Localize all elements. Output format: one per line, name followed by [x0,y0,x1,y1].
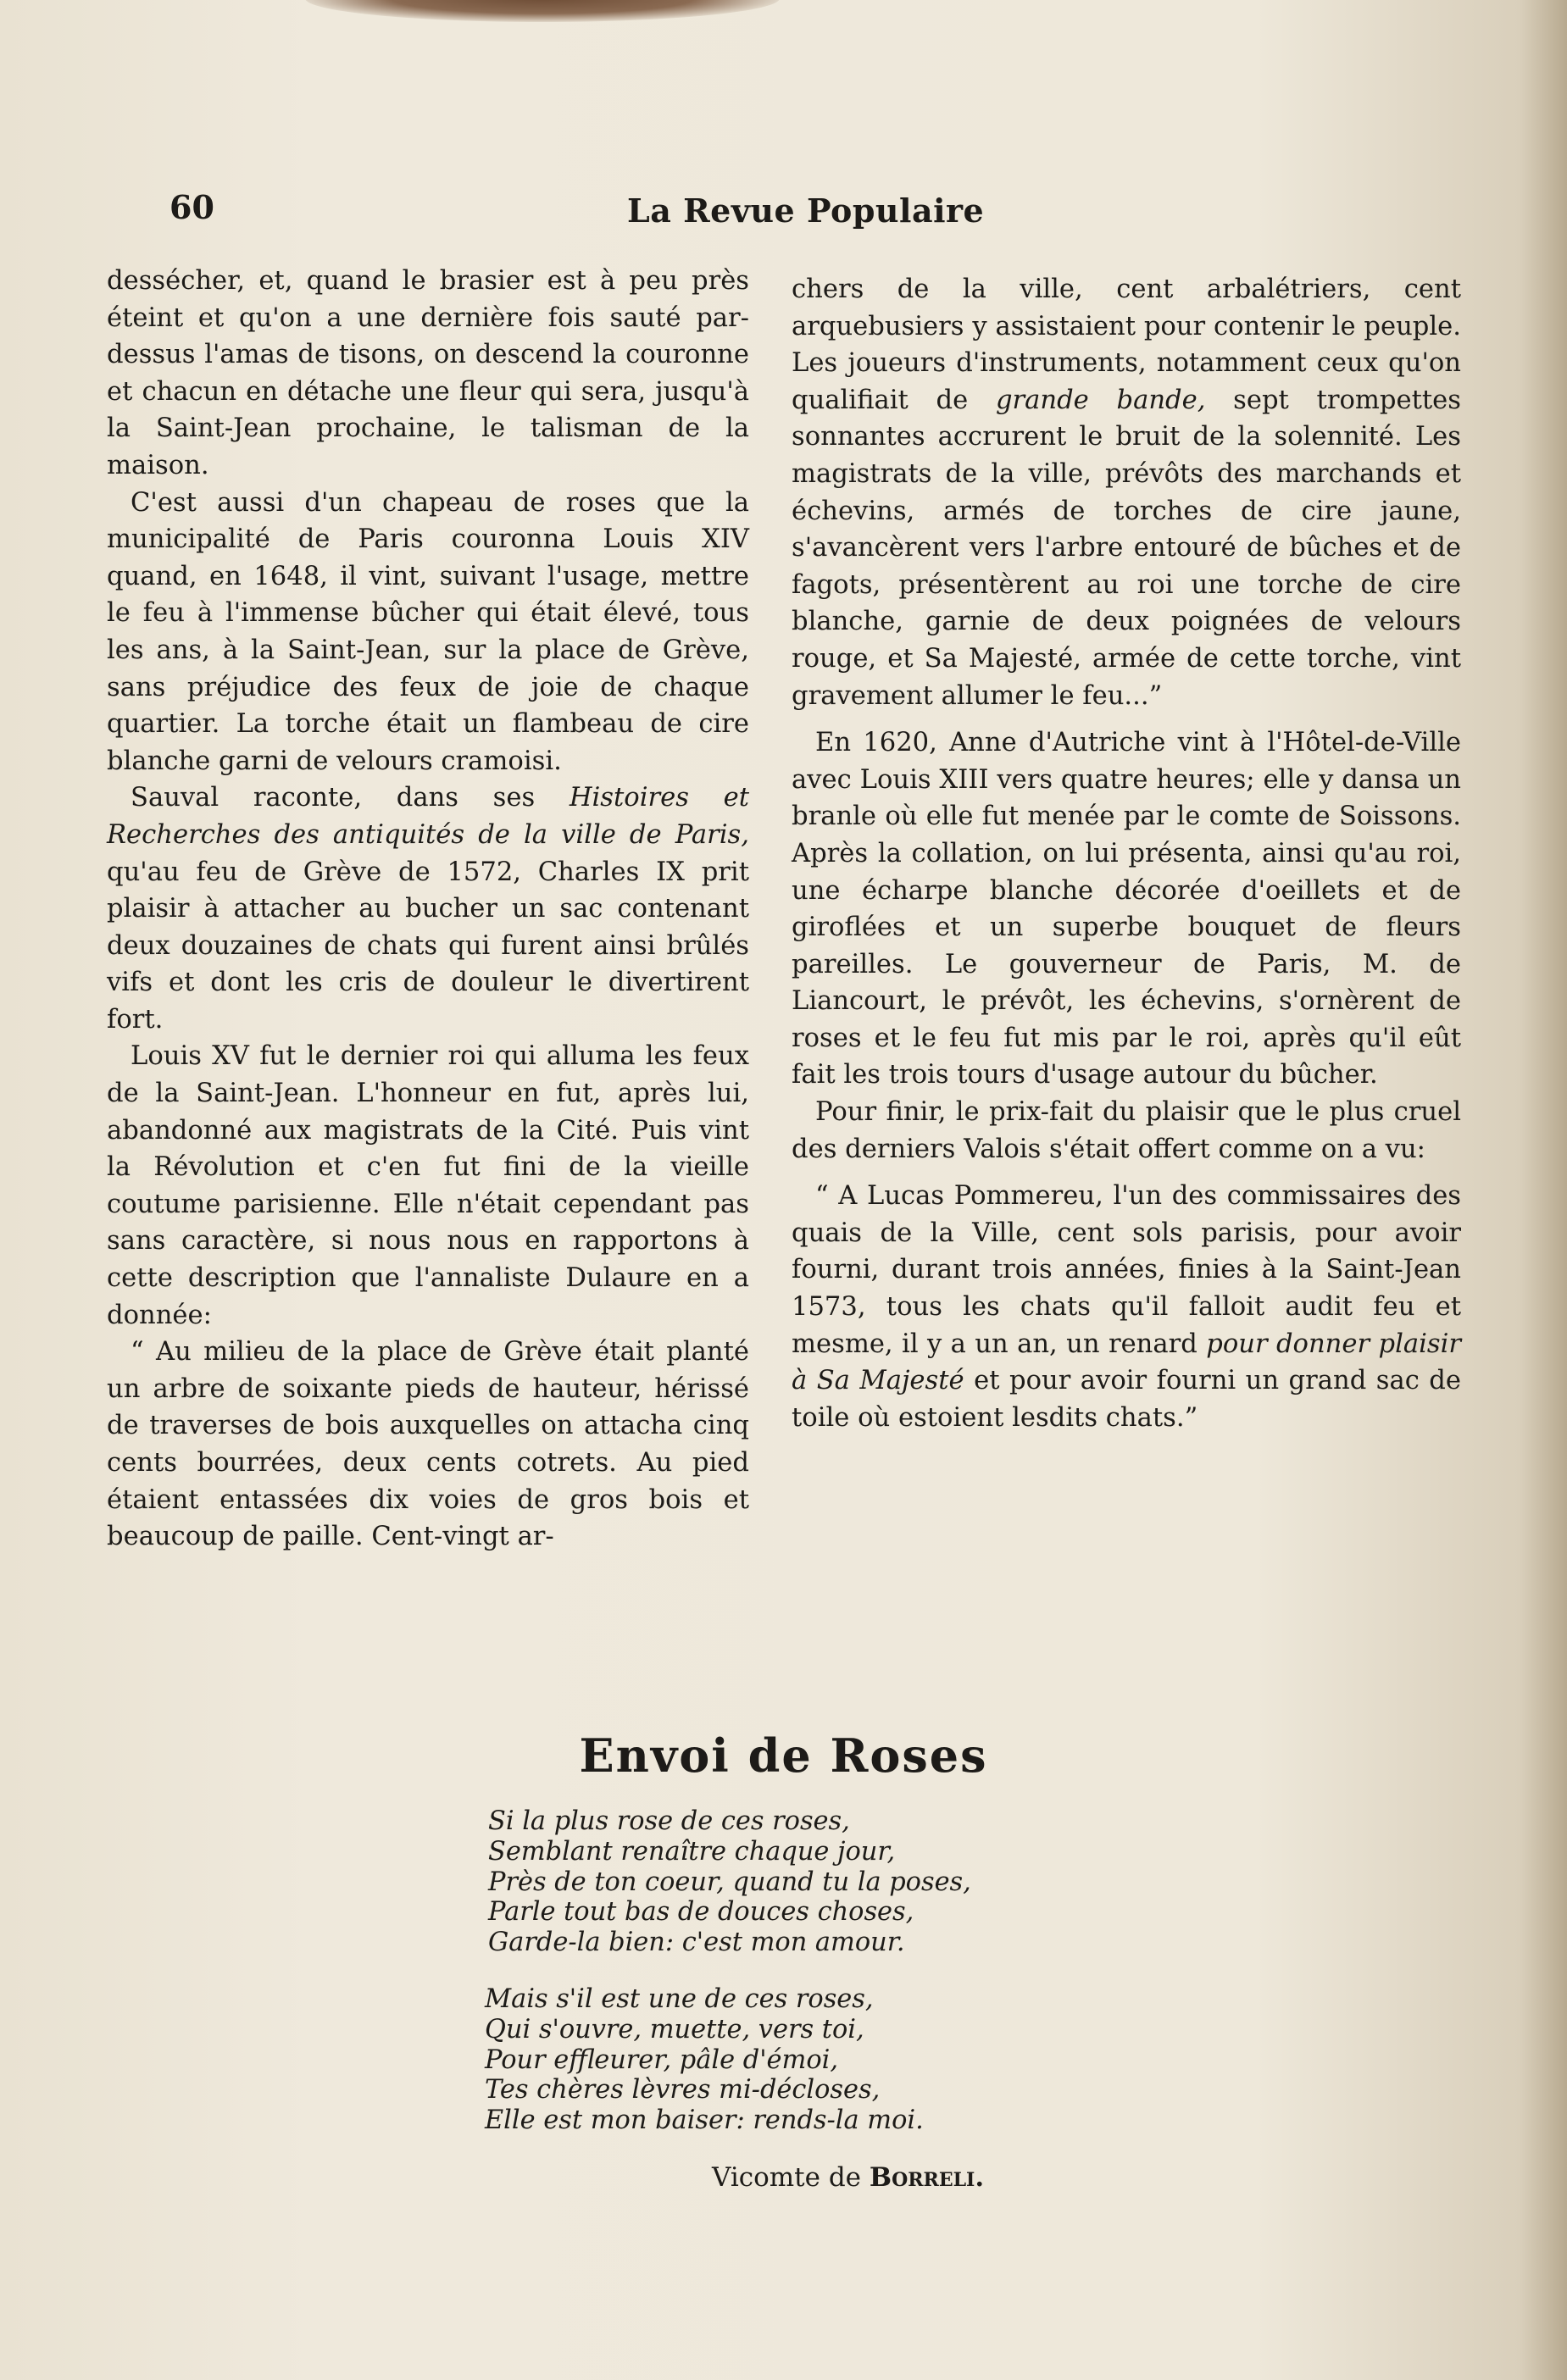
paragraph-text: et pour avoir fourni un grand sac de toile où estoient lesdits chats.” [792,1366,1461,1433]
poem-line: Qui s'ouvre, muette, vers toi, [485,2014,864,2044]
quotation-continued [792,271,1461,714]
poem-line: Si la plus rose de ces roses, [488,1806,850,1836]
poem-line: Pour effleurer, pâle d'émoi, [485,2044,839,2075]
page-number: 60 [169,188,214,226]
paragraph: Louis XV fut le dernier roi qui alluma les feux de la Saint-Jean. L'honneur en fut, après lui, abandonné aux magistrats de la Cité. Puis vint la Révolution et c'en fut fini de la vieille coutume parisienne. Elle n'était cependant pas sans caractère, si nous nous en rapportons à cette description que l'annaliste Dulaure en a donnée: [107,1041,749,1330]
paragraph: Pour finir, le prix-fait du plaisir que le plus cruel des derniers Valois s'était offert comme on a vu: [792,1097,1461,1164]
poem-title: Envoi de Roses [579,1728,988,1783]
book-title: Histoires et Recherches des antiquités de la ville de Paris, [107,783,749,850]
emphasis: pour donner plaisir à Sa Majesté [792,1329,1461,1396]
poem-line: Près de ton coeur, quand tu la poses, [488,1867,971,1897]
poem-line: Elle est mon baiser: rends-la moi. [485,2105,924,2136]
paragraph-text: qu'au feu de Grève de 1572, Charles IX prit plaisir à attacher au bucher un sac contenant deux douzaines de chats qui furent ainsi brûlés vifs et dont les cris de douleur le divertirent fort. [107,857,749,1035]
poem-stanza [485,1806,1129,1958]
poem-signature [712,2162,984,2193]
signature-prefix: Vicomte de [712,2162,870,2193]
running-title: La Revue Populaire [627,191,985,230]
poem-line: Mais s'il est une de ces roses, [485,1984,874,2014]
poem-line: Garde-la bien: c'est mon amour. [488,1928,905,1958]
emphasis: grande bande, [995,385,1206,415]
poem-line: Parle tout bas de douces choses, [488,1897,914,1928]
left-column [107,263,749,1556]
paragraph-text: sept trompettes sonnantes accrurent le bruit de la solennité. Les magistrats de la ville, prévôts des marchands et échevins, armés de torches de cire jaune, s'avancèrent vers l'arbre entouré de bûches et de fagots, présentèrent au roi une torche de cire blanche, garnie de deux poignées de velours rouge, et Sa Majesté, armée de cette torche, vint gravement allumer le feu...” [792,385,1461,711]
paragraph-text: chers de la ville, cent arbalétriers, cent arquebusiers y assistaient pour contenir le peuple. Les joueurs d'instruments, notamment ceux qu'on qualifiait de [792,275,1461,415]
paragraph-text: Sauval raconte, dans ses [131,783,570,813]
poem-stanza [485,1984,1129,2136]
quotation: “ Au milieu de la place de Grève était planté un arbre de soixante pieds de hauteur, hérissé de traverses de bois auxquelles on attacha cinq cents bourrées, deux cents cotrets. Au pied étaient entassées dix voies de gros bois et beaucoup de paille. Cent-vingt ar- [107,1337,749,1552]
quotation [792,1178,1461,1436]
poem-line: Semblant renaître chaque jour, [488,1836,896,1867]
page-header [0,188,1567,247]
paragraph-text: “ A Lucas Pommereu, l'un des commissaires des quais de la Ville, cent sols parisis, pour avoir fourni, durant trois années, finies à la Saint-Jean 1573, tous les chats qu'il falloit audit feu et mesme, il y a un an, un renard [792,1181,1461,1359]
paragraph: dessécher, et, quand le brasier est à peu près éteint et qu'on a une dernière fois sauté par-dessus l'amas de tisons, on descend la couronne et chacun en détache une fleur qui sera, jusqu'à la Saint-Jean prochaine, le talisman de la maison. [107,266,749,480]
poem-line: Tes chères lèvres mi-décloses, [485,2075,881,2105]
signature-name: Borreli. [869,2162,985,2193]
paragraph: C'est aussi d'un chapeau de roses que la municipalité de Paris couronna Louis XIV quand, en 1648, il vint, suivant l'usage, mettre le feu à l'immense bûcher qui était élevé, tous les ans, à la Saint-Jean, sur la place de Grève, sans préjudice des feux de joie de chaque quartier. La torche était un flambeau de cire blanche garni de velours cramoisi. [107,487,749,776]
paragraph: En 1620, Anne d'Autriche vint à l'Hôtel-de-Ville avec Louis XIII vers quatre heures; elle y dansa un branle où elle fut menée par le comte de Soissons. Après la collation, on lui présenta, ainsi qu'au roi, une écharpe blanche décorée d'oeillets et de giroflées et un superbe bouquet de fleurs pareilles. Le gouverneur de Paris, M. de Liancourt, le prévôt, les échevins, s'ornèrent de roses et le feu fut mis par le roi, après qu'il eût fait les trois tours d'usage autour du bûcher. [792,728,1461,1090]
page-stain [305,0,780,22]
paragraph [107,779,749,1038]
right-column [792,271,1461,1436]
